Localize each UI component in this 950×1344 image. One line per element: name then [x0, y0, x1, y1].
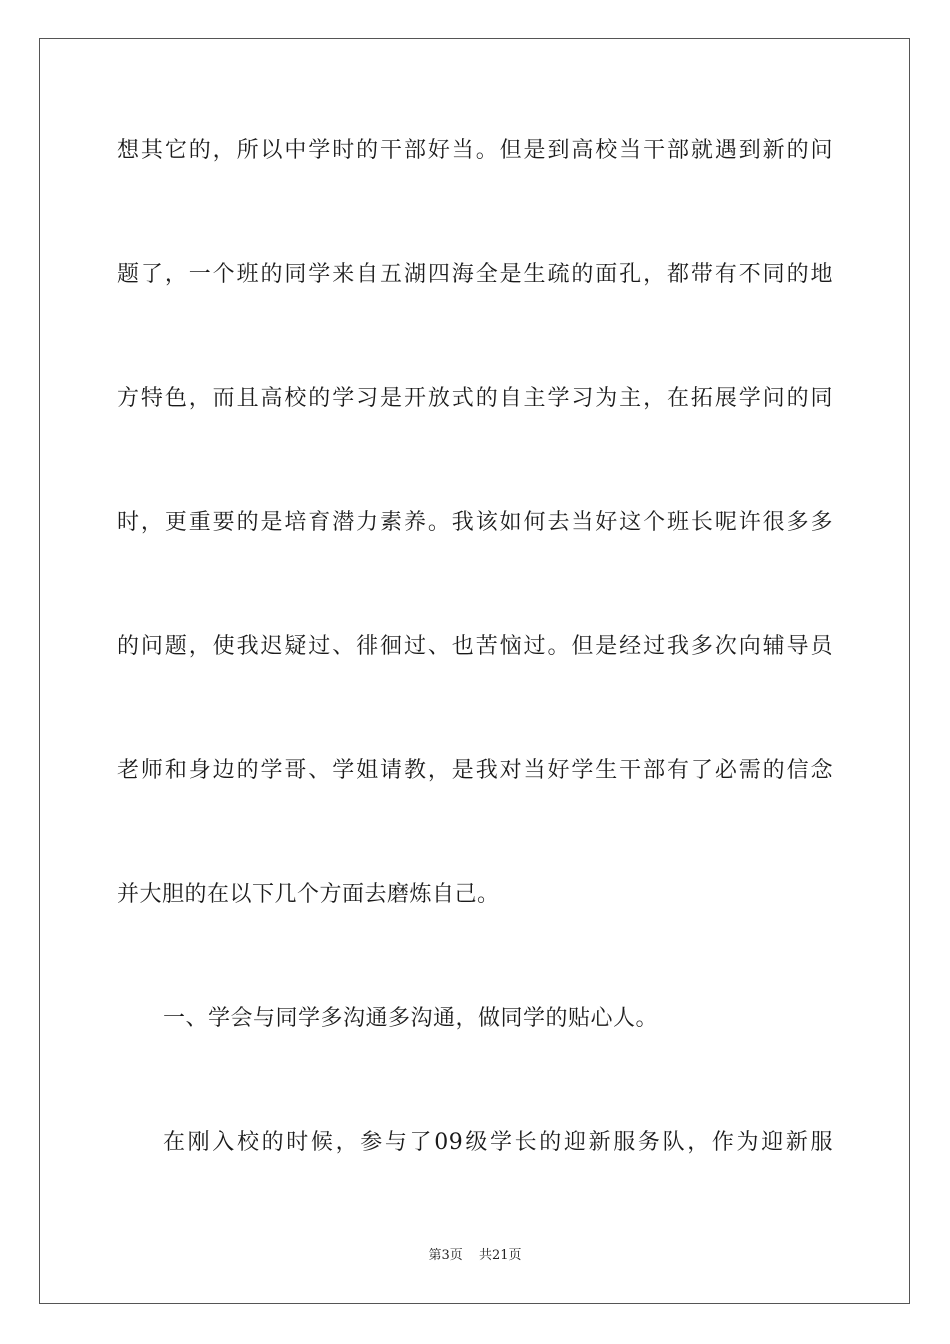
body-text-line-7: 并大胆的在以下几个方面去磨炼自己。 — [117, 882, 500, 907]
page-number: 第3页 — [428, 1248, 463, 1263]
body-text-line-5: 的问题，使我迟疑过、徘徊过、也苦恼过。但是经过我多次向辅导员 — [117, 634, 833, 659]
body-text-line-6: 老师和身边的学哥、学姐请教，是我对当好学生干部有了必需的信念 — [117, 758, 833, 783]
body-text-line-3: 方特色，而且高校的学习是开放式的自主学习为主，在拓展学问的同 — [117, 386, 833, 411]
paragraph-start-line: 在刚入校的时候，参与了09级学长的迎新服务队，作为迎新服 — [163, 1130, 833, 1155]
body-text-line-2: 题了，一个班的同学来自五湖四海全是生疏的面孔，都带有不同的地 — [117, 262, 833, 287]
page-footer — [0, 1247, 950, 1265]
total-pages: 共21页 — [478, 1248, 522, 1263]
body-text-line-4: 时，更重要的是培育潜力素养。我该如何去当好这个班长呢许很多多 — [117, 510, 833, 535]
page-border — [39, 38, 910, 1304]
body-text-line-1: 想其它的，所以中学时的干部好当。但是到高校当干部就遇到新的问 — [117, 138, 833, 163]
section-heading: 一、学会与同学多沟通多沟通，做同学的贴心人。 — [163, 1006, 659, 1031]
